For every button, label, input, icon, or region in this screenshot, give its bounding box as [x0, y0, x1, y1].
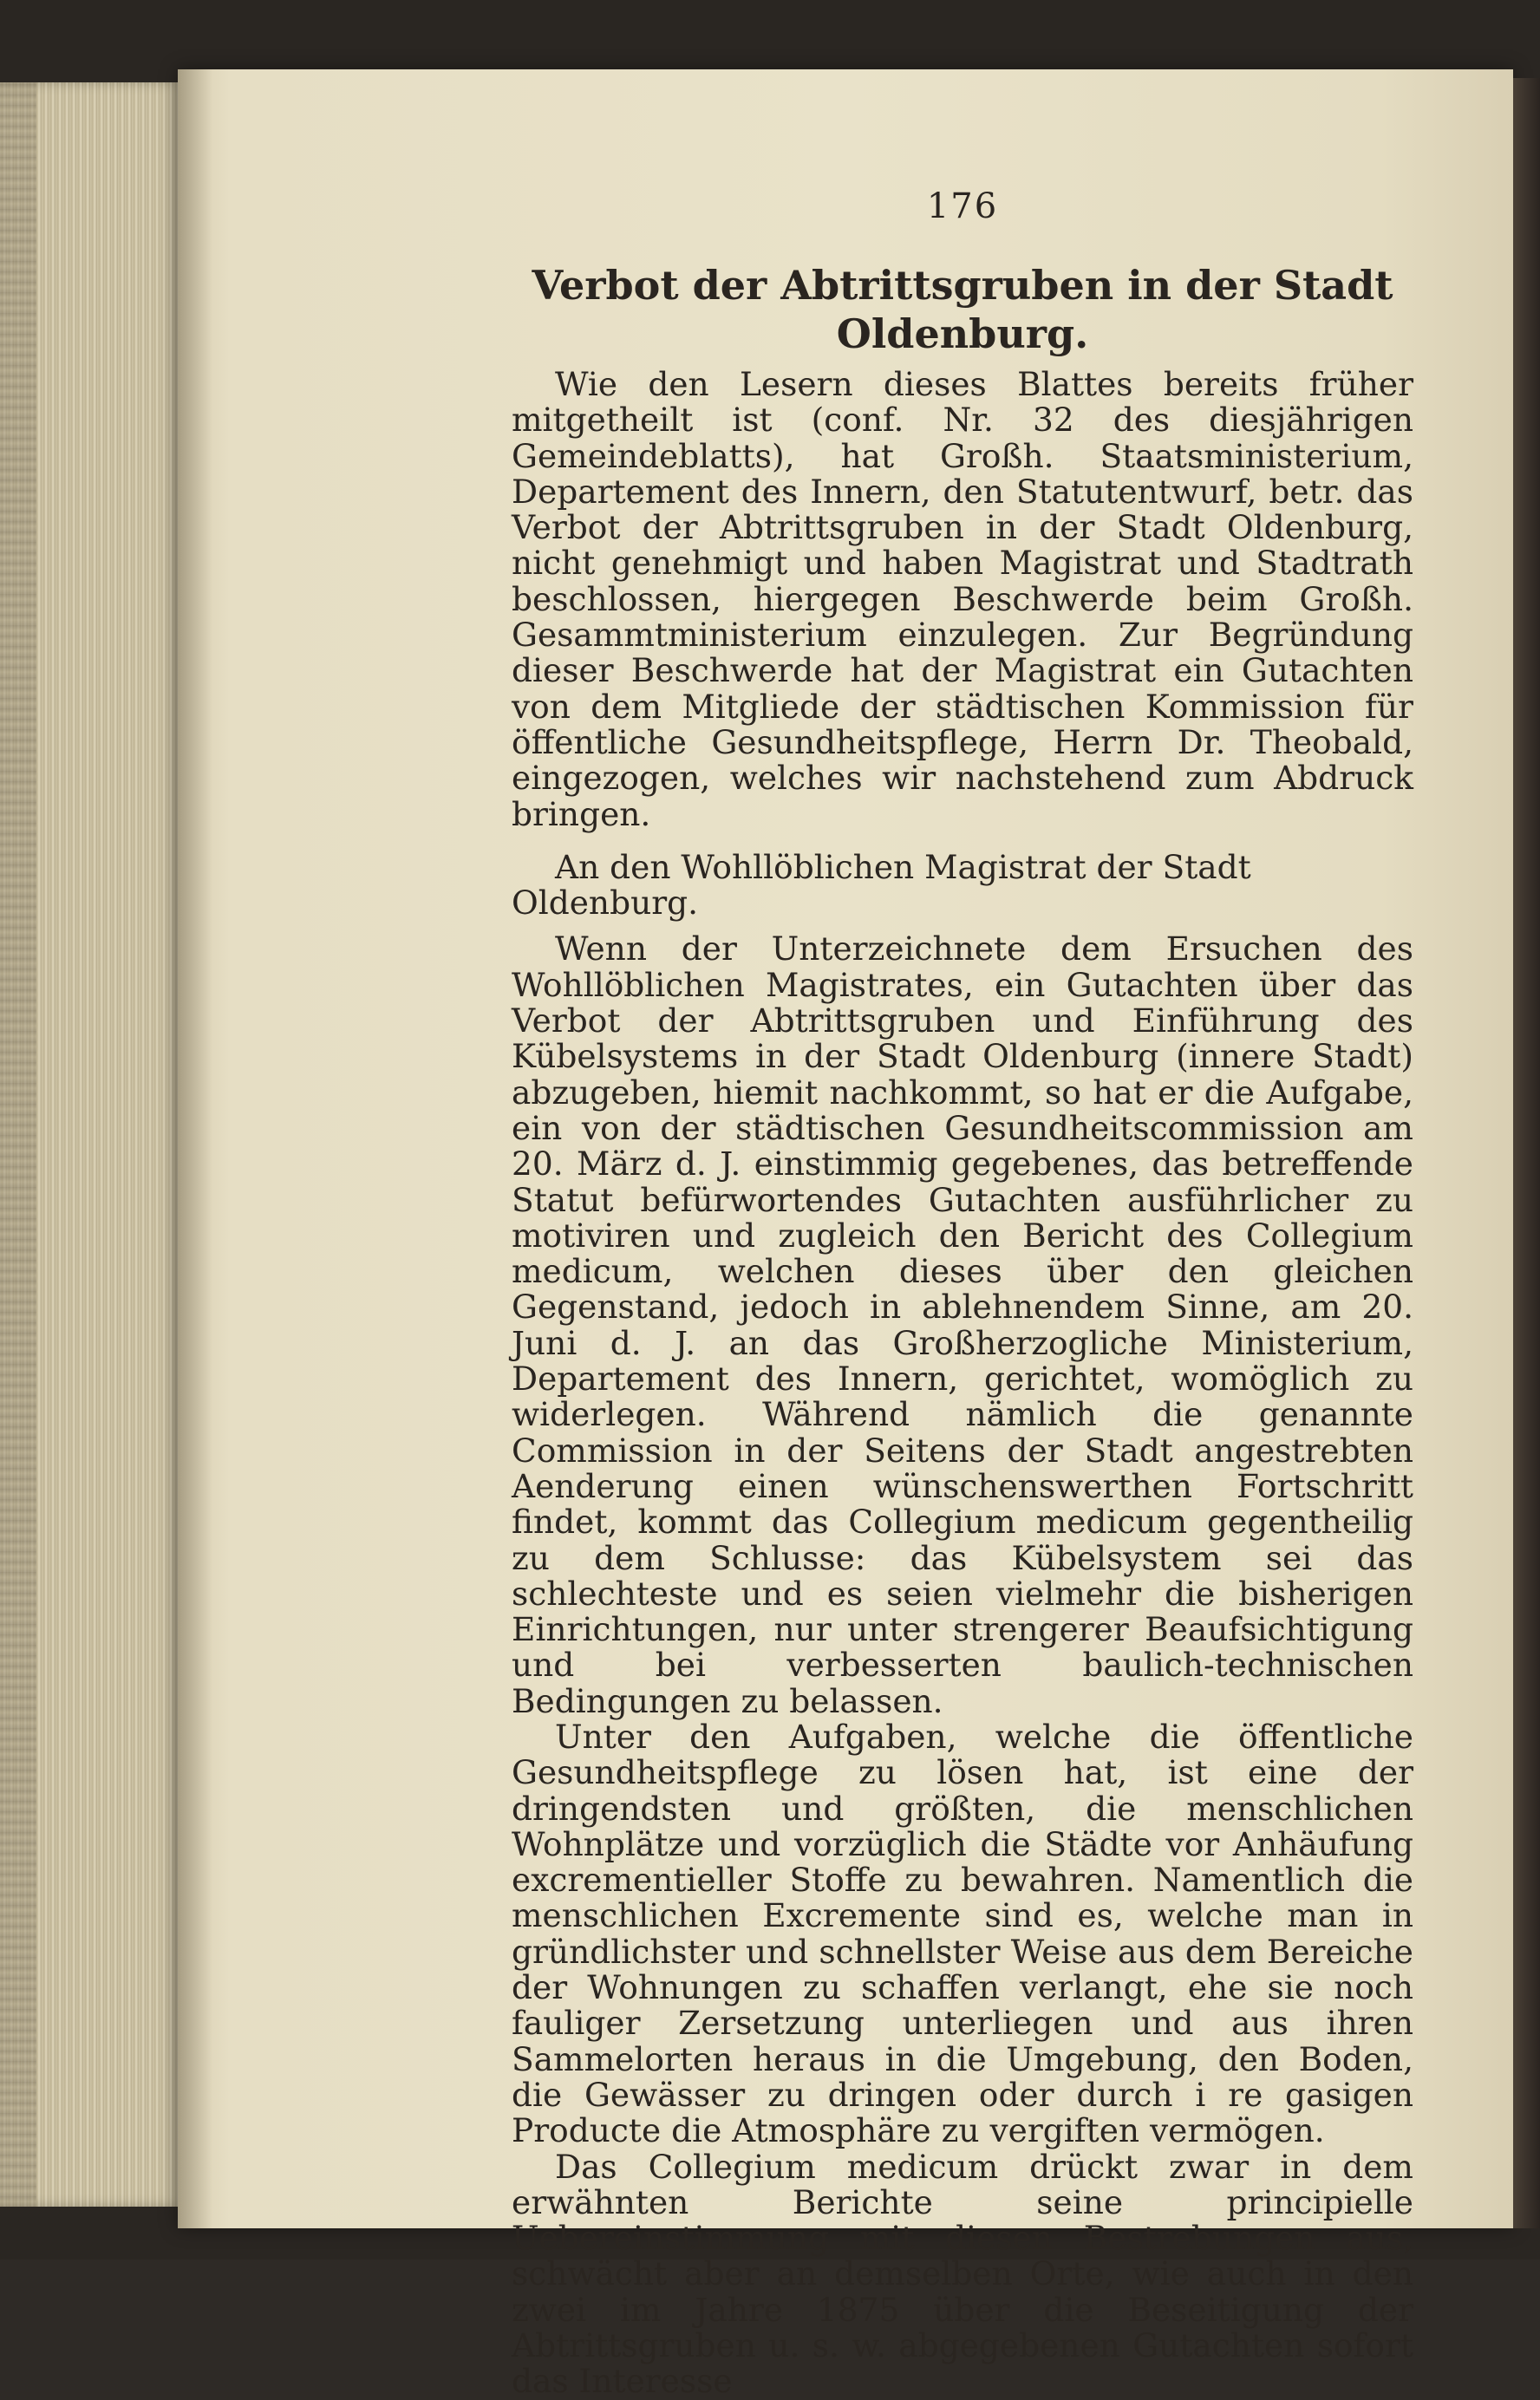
- article-title: [512, 261, 1413, 358]
- right-book-edge: [1513, 78, 1540, 2228]
- page-text-block: [512, 178, 1413, 2400]
- page-number: 176: [926, 186, 999, 226]
- intro-paragraph: Wie den Lesern dieses Blattes bereits früher mitgetheilt ist (conf. Nr. 32 des diesjährigen Gemeindeblatts), hat Großh. Staatsministerium, Departement des Innern, den Statutentwurf, betr. das Verbot der Abtrittsgruben in der Stadt Oldenburg, nicht genehmigt und haben Magistrat und Stadtrath beschlossen, hiergegen Beschwerde beim Großh. Gesammtministerium einzulegen. Zur Begründung dieser Beschwerde hat der Magistrat ein Gutachten von dem Mitgliede der städtischen Kommission für öffentliche Gesundheitspflege, Herrn Dr. Theobald, eingezogen, welches wir nachstehend zum Abdruck bringen.: [512, 365, 1413, 833]
- letter-salutation: An den Wohllöblichen Magistrat der Stadt Oldenburg.: [512, 847, 1251, 923]
- body-paragraph: Das Collegium medicum drückt zwar in dem erwähnten Berichte seine principielle Uebereinstimmung mit diesen Bestrebungen aus, schwächt aber an demselben Orte, wie auch in den zwei im Jahre 1875 über die Beseitigung der Abtrittsgruben u. s. w. abgegebenen Gutachten sofort das Interesse: [512, 2147, 1413, 2400]
- body-paragraph: Wenn der Unterzeichnete dem Ersuchen des Wohllöblichen Magistrates, ein Gutachten über das Verbot der Abtrittsgruben und Einführung des Kübelsystems in der Stadt Oldenburg (innere Stadt) abzugeben, hiemit nachkommt, so hat er die Aufgabe, ein von der städtischen Gesundheitscommission am 20. März d. J. einstimmig gegebenes, das betreffende Statut befürwortendes Gutachten ausführlicher zu motiviren und zugleich den Bericht des Collegium medicum, welchen dieses über den gleichen Gegenstand, jedoch in ablehnendem Sinne, am 20. Juni d. J. an das Großherzogliche Ministerium, Departement des Innern, gerichtet, womöglich zu widerlegen. Während nämlich die genannte Commission in der Seitens der Stadt angestrebten Aenderung einen wünschenswerthen Fortschritt findet, kommt das Collegium medicum gegentheilig zu dem Schlusse: das Kübelsystem sei das schlechteste und es seien vielmehr die bisherigen Einrichtungen, nur unter strengerer Beaufsichtigung und bei verbesserten baulich-technischen Bedingungen zu belassen.: [512, 929, 1413, 1720]
- gutter-shadow: [178, 69, 212, 2228]
- article-title-line-1: Verbot der Abtrittsgruben in der Stadt: [532, 262, 1393, 309]
- article-title-line-2: Oldenburg.: [836, 310, 1089, 357]
- book-page-edges: [0, 82, 182, 2207]
- body-paragraph: Unter den Aufgaben, welche die öffentliche Gesundheitspflege zu lösen hat, ist eine der dringendsten und größten, die menschlichen Wohnplätze und vorzüglich die Städte vor Anhäufung excrementieller Stoffe zu bewahren. Namentlich die menschlichen Excremente sind es, welche man in gründlichster und schnellster Weise aus dem Bereiche der Wohnungen zu schaffen verlangt, ehe sie noch fauliger Zersetzung unterliegen und aus ihren Sammelorten heraus in die Umgebung, den Boden, die Gewässer zu dringen oder durch i re gasigen Producte die Atmosphäre zu vergiften vermögen.: [512, 1717, 1413, 2150]
